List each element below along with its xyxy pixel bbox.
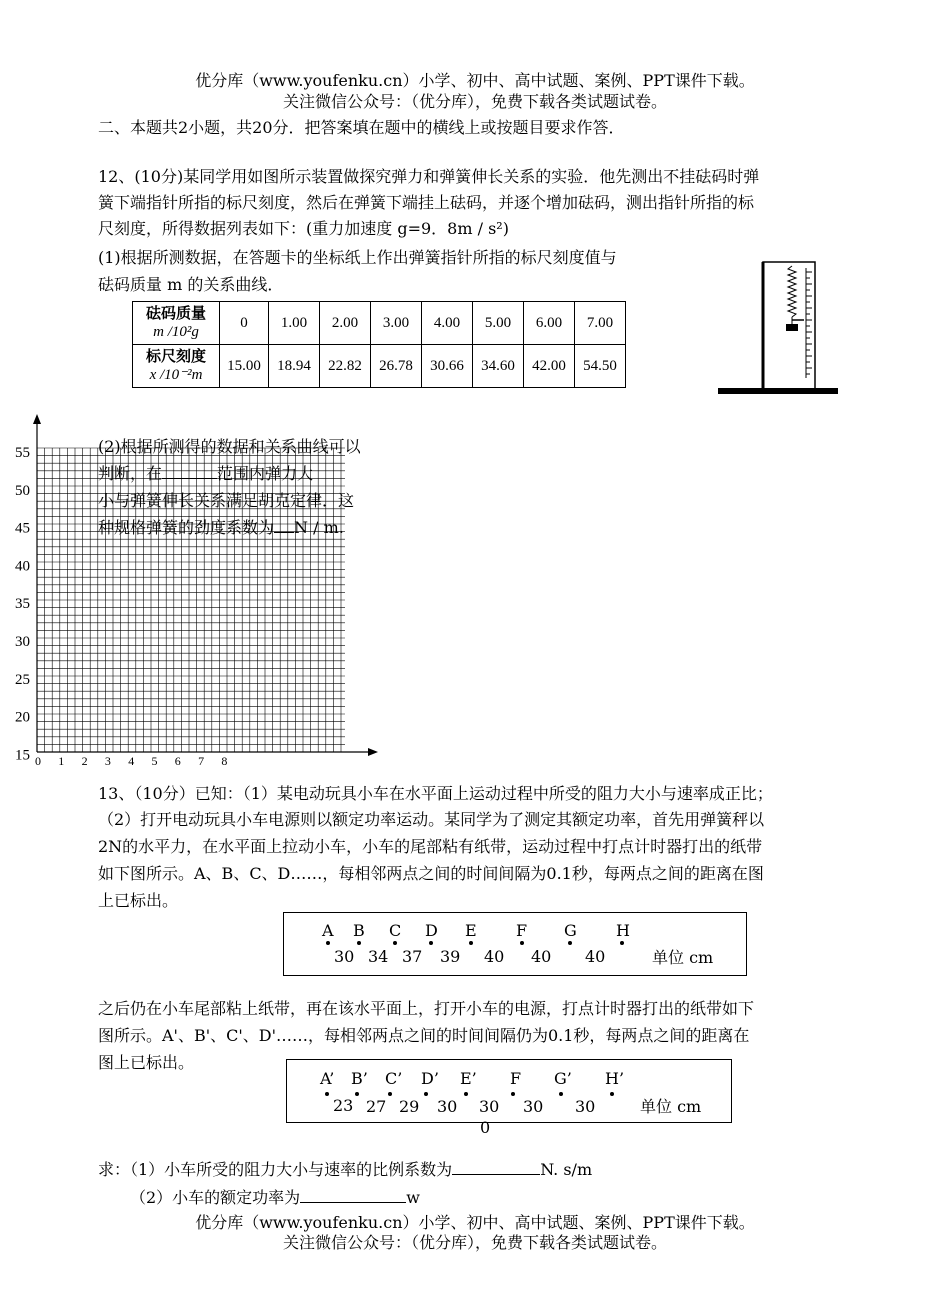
range-blank[interactable] [162, 478, 217, 479]
tape1-distance: 30 [334, 947, 355, 966]
q12-part2-b [98, 461, 313, 484]
tape1-letter: B [353, 921, 365, 940]
y-tick-label: 15 [15, 747, 30, 764]
q13-ask-1-unit: N. s/m [540, 1160, 593, 1179]
tape1-letter: D [425, 921, 438, 940]
power-blank[interactable] [300, 1202, 406, 1203]
y-tick-label: 20 [15, 709, 30, 726]
tape1-dot [429, 941, 433, 945]
q13-ask-1-text: 求：（1）小车所受的阻力大小与速率的比例系数为 [98, 1160, 453, 1179]
y-tick-label: 40 [15, 558, 30, 575]
stiffness-blank[interactable] [274, 532, 294, 533]
tape2-letter: F [510, 1069, 522, 1088]
table-cell: 7.00 [575, 302, 626, 345]
scale-label: 标尺刻度 [145, 349, 206, 365]
scale-unit: x /10⁻²m [149, 367, 203, 383]
y-tick-label: 50 [15, 482, 30, 499]
row-label-mass [133, 302, 220, 345]
q12-part1-b: 砝码质量 m 的关系曲线． [98, 275, 284, 294]
y-tick-label: 45 [15, 520, 30, 537]
table-cell: 26.78 [371, 345, 422, 388]
coefficient-blank[interactable] [452, 1174, 540, 1175]
q13-mid-1: 之后仍在小车尾部粘上纸带，再在该水平面上，打开小车的电源，打点计时器打出的纸带如下 [98, 999, 755, 1018]
q12-part2-c: 小与弹簧伸长关系满足胡克定律．这 [98, 491, 355, 510]
footer-line-2: 关注微信公众号：（优分库），免费下载各类试题试卷。 [282, 1233, 667, 1252]
tape2-dot [511, 1092, 515, 1096]
tape1-dot [469, 941, 473, 945]
tape2-letter: C’ [385, 1069, 403, 1088]
y-tick-label: 55 [15, 445, 30, 461]
tape2-letter: A’ [320, 1069, 335, 1088]
table-cell: 4.00 [422, 302, 473, 345]
footer-line-1: 优分库（www.youfenku.cn）小学、初中、高中试题、案例、PPT课件下载。 [195, 1213, 755, 1232]
tape2-dot [355, 1092, 359, 1096]
table-cell: 30.66 [422, 345, 473, 388]
y-tick-labels [15, 445, 30, 763]
q13-ask-2-unit: w [406, 1188, 420, 1207]
table-cell: 1.00 [269, 302, 320, 345]
paper-tape-1 [283, 912, 747, 976]
q12-line-1: 12、(10分)某同学用如图所示装置做探究弹力和弹簧伸长关系的实验．他先测出不挂砝码时弹 [98, 167, 760, 186]
tape1-dot [568, 941, 572, 945]
section-intro: 二、本题共2小题，共20分．把答案填在题中的横线上或按题目要求作答． [98, 118, 625, 137]
y-tick-label: 25 [15, 671, 30, 688]
q12-part2-b-text2: 范围内弹力大 [217, 464, 314, 483]
tape2-dot [388, 1092, 392, 1096]
q12-part1-a: (1)根据所测数据，在答题卡的坐标纸上作出弹簧指针所指的标尺刻度值与 [98, 248, 617, 267]
table-cell: 0 [220, 302, 269, 345]
tape2-letter: G’ [554, 1069, 572, 1088]
table-cell: 18.94 [269, 345, 320, 388]
x-tick-label: 7 [198, 754, 205, 768]
row-label-scale [133, 345, 220, 388]
tape1-letter: G [564, 921, 577, 940]
q13-mid-3: 图上已标出。 [98, 1053, 195, 1072]
tape2-distance: 30 [523, 1097, 544, 1116]
tape2-letter: B’ [351, 1069, 368, 1088]
tape2-extra-digit: 0 [480, 1118, 491, 1137]
tape2-distance: 30 [437, 1097, 458, 1116]
tape2-distance: 27 [366, 1097, 387, 1116]
x-tick-label: 2 [81, 754, 88, 768]
tape2-dot [325, 1092, 329, 1096]
tape1-unit: 单位 cm [652, 948, 714, 967]
tape2-distance: 30 [479, 1097, 500, 1116]
tape1-distance: 40 [531, 947, 552, 966]
q13-ask-2 [130, 1185, 420, 1208]
tape1-letter: H [616, 921, 630, 940]
q13-line-2: （2）打开电动玩具小车电源则以额定功率运动。某同学为了测定其额定功率，首先用弹簧秤以 [98, 810, 765, 829]
q13-mid-2: 图所示。A'、B'、C'、D'……，每相邻两点之间的时间间隔仍为0.1秒，每两点之间的距离在 [98, 1026, 750, 1045]
q12-part2-a: (2)根据所测得的数据和关系曲线可以 [98, 437, 361, 456]
paper-tape-2 [286, 1059, 732, 1123]
x-tick-label: 1 [58, 754, 65, 768]
mass-unit: m /10²g [153, 324, 199, 340]
tape2-dot [464, 1092, 468, 1096]
q12-line-2: 簧下端指针所指的标尺刻度，然后在弹簧下端挂上砝码，并逐个增加砝码，测出指针所指的标 [98, 193, 755, 212]
q13-line-1: 13、（10分）已知：（1）某电动玩具小车在水平面上运动过程中所受的阻力大小与速率成正比； [98, 784, 773, 803]
x-tick-labels [35, 754, 227, 768]
table-cell: 42.00 [524, 345, 575, 388]
table-cell: 6.00 [524, 302, 575, 345]
table-cell: 5.00 [473, 302, 524, 345]
x-tick-label: 3 [104, 754, 111, 768]
table-row-scale [133, 345, 626, 388]
y-axis-arrow [33, 414, 41, 424]
q12-line-3: 尺刻度，所得数据列表如下：(重力加速度 g=9．8m / s²) [98, 219, 509, 238]
x-tick-label: 5 [151, 754, 158, 768]
x-tick-label: 6 [174, 754, 181, 768]
tape1-dot [620, 941, 624, 945]
q12-part2-d [98, 515, 344, 538]
tape2-letter: H’ [605, 1069, 625, 1088]
data-table [132, 301, 626, 388]
q13-line-3: 2N的水平力，在水平面上拉动小车，小车的尾部粘有纸带，运动过程中打点计时器打出的纸带 [98, 837, 763, 856]
tape2-distance: 30 [575, 1097, 596, 1116]
tape1-distance: 37 [402, 947, 423, 966]
header-line-2: 关注微信公众号：（优分库），免费下载各类试题试卷。 [282, 92, 667, 111]
table-cell: 54.50 [575, 345, 626, 388]
q12-part2-d-unit: N / m. [294, 518, 344, 537]
tape1-dot [357, 941, 361, 945]
table-cell: 2.00 [320, 302, 371, 345]
tape1-distance: 39 [440, 947, 461, 966]
tape1-distance: 40 [484, 947, 505, 966]
table-cell: 34.60 [473, 345, 524, 388]
tape2-unit: 单位 cm [640, 1097, 702, 1116]
tape2-letter: D’ [421, 1069, 439, 1088]
x-axis-arrow [368, 748, 378, 756]
tape1-distance: 34 [368, 947, 389, 966]
header-line-1: 优分库（www.youfenku.cn）小学、初中、高中试题、案例、PPT课件下载。 [195, 71, 755, 90]
x-tick-label: 4 [128, 754, 135, 768]
y-tick-label: 35 [15, 596, 30, 613]
tape2-letter: E’ [460, 1069, 477, 1088]
q13-ask-1 [98, 1157, 592, 1180]
q12-part2-b-text: 判断，在 [98, 464, 163, 483]
q13-line-5: 上已标出。 [98, 891, 179, 910]
y-tick-label: 30 [15, 634, 30, 650]
x-tick-label: 8 [221, 754, 228, 768]
tape2-dot [424, 1092, 428, 1096]
mass-label: 砝码质量 [145, 306, 206, 322]
table-cell: 22.82 [320, 345, 371, 388]
tape1-dot [520, 941, 524, 945]
table-row-mass [133, 302, 626, 345]
tape2-dot [610, 1092, 614, 1096]
tape1-dot [326, 941, 330, 945]
spring-apparatus-figure [718, 258, 838, 398]
x-tick-label: 0 [35, 754, 41, 768]
q12-part2-d-text: 种规格弹簧的劲度系数为 [98, 518, 275, 537]
tape2-distance: 23 [333, 1096, 354, 1115]
tape1-letter: E [465, 921, 477, 940]
tape2-distance: 29 [399, 1097, 420, 1116]
tape2-dot [559, 1092, 563, 1096]
tape1-dot [393, 941, 397, 945]
table-cell: 3.00 [371, 302, 422, 345]
tape1-letter: F [516, 921, 528, 940]
tape1-letter: A [322, 921, 334, 940]
tape1-letter: C [389, 921, 402, 940]
table-cell: 15.00 [220, 345, 269, 388]
q13-ask-2-text: （2）小车的额定功率为 [130, 1188, 301, 1207]
q13-line-4: 如下图所示。A、B、C、D……，每相邻两点之间的时间间隔为0.1秒，每两点之间的距离在图 [98, 864, 764, 883]
tape1-distance: 40 [585, 947, 606, 966]
